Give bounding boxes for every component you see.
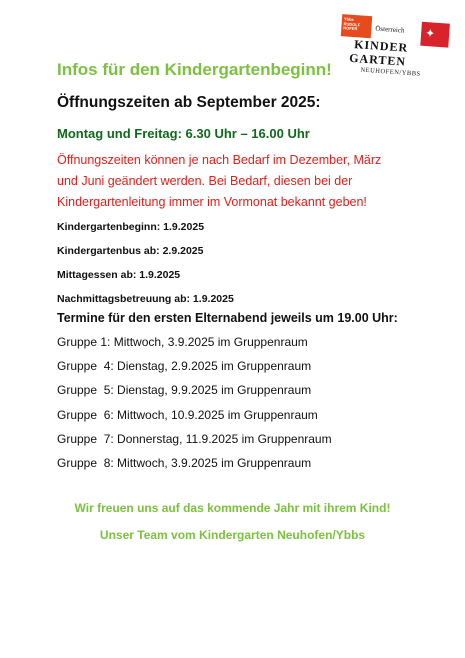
opening-hours-note [57, 150, 417, 213]
date-item: Mittagessen ab: 1.9.2025 [57, 269, 181, 281]
logo-badge-text: Ybbs RUDOLF HOFER [343, 16, 361, 32]
date-item: Nachmittagsbetreuung ab: 1.9.2025 [57, 293, 234, 305]
logo-line-1: KINDER [353, 37, 409, 55]
logo-small-text: Österreich [375, 24, 405, 35]
group-item: Gruppe 6: Mittwoch, 10.9.2025 im Gruppenraum [57, 407, 318, 422]
logo-flag [420, 22, 450, 48]
figure-icon: ✦ [424, 26, 436, 41]
kindergarten-logo [338, 14, 454, 84]
group-item: Gruppe 7: Donnerstag, 11.9.2025 im Gruppenraum [57, 431, 332, 446]
logo-line-2: GARTEN [348, 50, 407, 69]
opening-hours: Montag und Freitag: 6.30 Uhr – 16.00 Uhr [57, 126, 310, 141]
parent-evening-heading: Termine für den ersten Elternabend jeweils um 19.00 Uhr: [57, 311, 398, 325]
note-line: und Juni geändert werden. Bei Bedarf, diesen bei der [57, 174, 353, 188]
parent-evening-list [57, 335, 417, 480]
note-line: Kindergartenleitung immer im Vormonat bekannt geben! [57, 195, 367, 209]
note-line: Öffnungszeiten können je nach Bedarf im Dezember, März [57, 153, 382, 167]
opening-hours-heading: Öffnungszeiten ab September 2025: [57, 94, 321, 111]
group-item: Gruppe 5: Dienstag, 9.9.2025 im Gruppenraum [57, 383, 312, 398]
closing-signature: Unser Team vom Kindergarten Neuhofen/Ybbs [99, 528, 366, 542]
group-item: Gruppe 1: Mittwoch, 3.9.2025 im Gruppenraum [57, 335, 308, 349]
page-title: Infos für den Kindergartenbeginn! [57, 60, 332, 79]
closing-message: Wir freuen uns auf das kommende Jahr mit ihrem Kind! [74, 501, 391, 515]
logo-subtitle: NEUHOFEN/YBBS [360, 66, 421, 78]
group-item: Gruppe 8: Mittwoch, 3.9.2025 im Gruppenraum [57, 455, 312, 470]
group-item: Gruppe 4: Dienstag, 2.9.2025 im Gruppenraum [57, 359, 312, 374]
date-item: Kindergartenbeginn: 1.9.2025 [57, 221, 205, 233]
logo-badge [341, 14, 372, 38]
date-item: Kindergartenbus ab: 2.9.2025 [57, 245, 204, 257]
start-dates-list [57, 220, 417, 316]
